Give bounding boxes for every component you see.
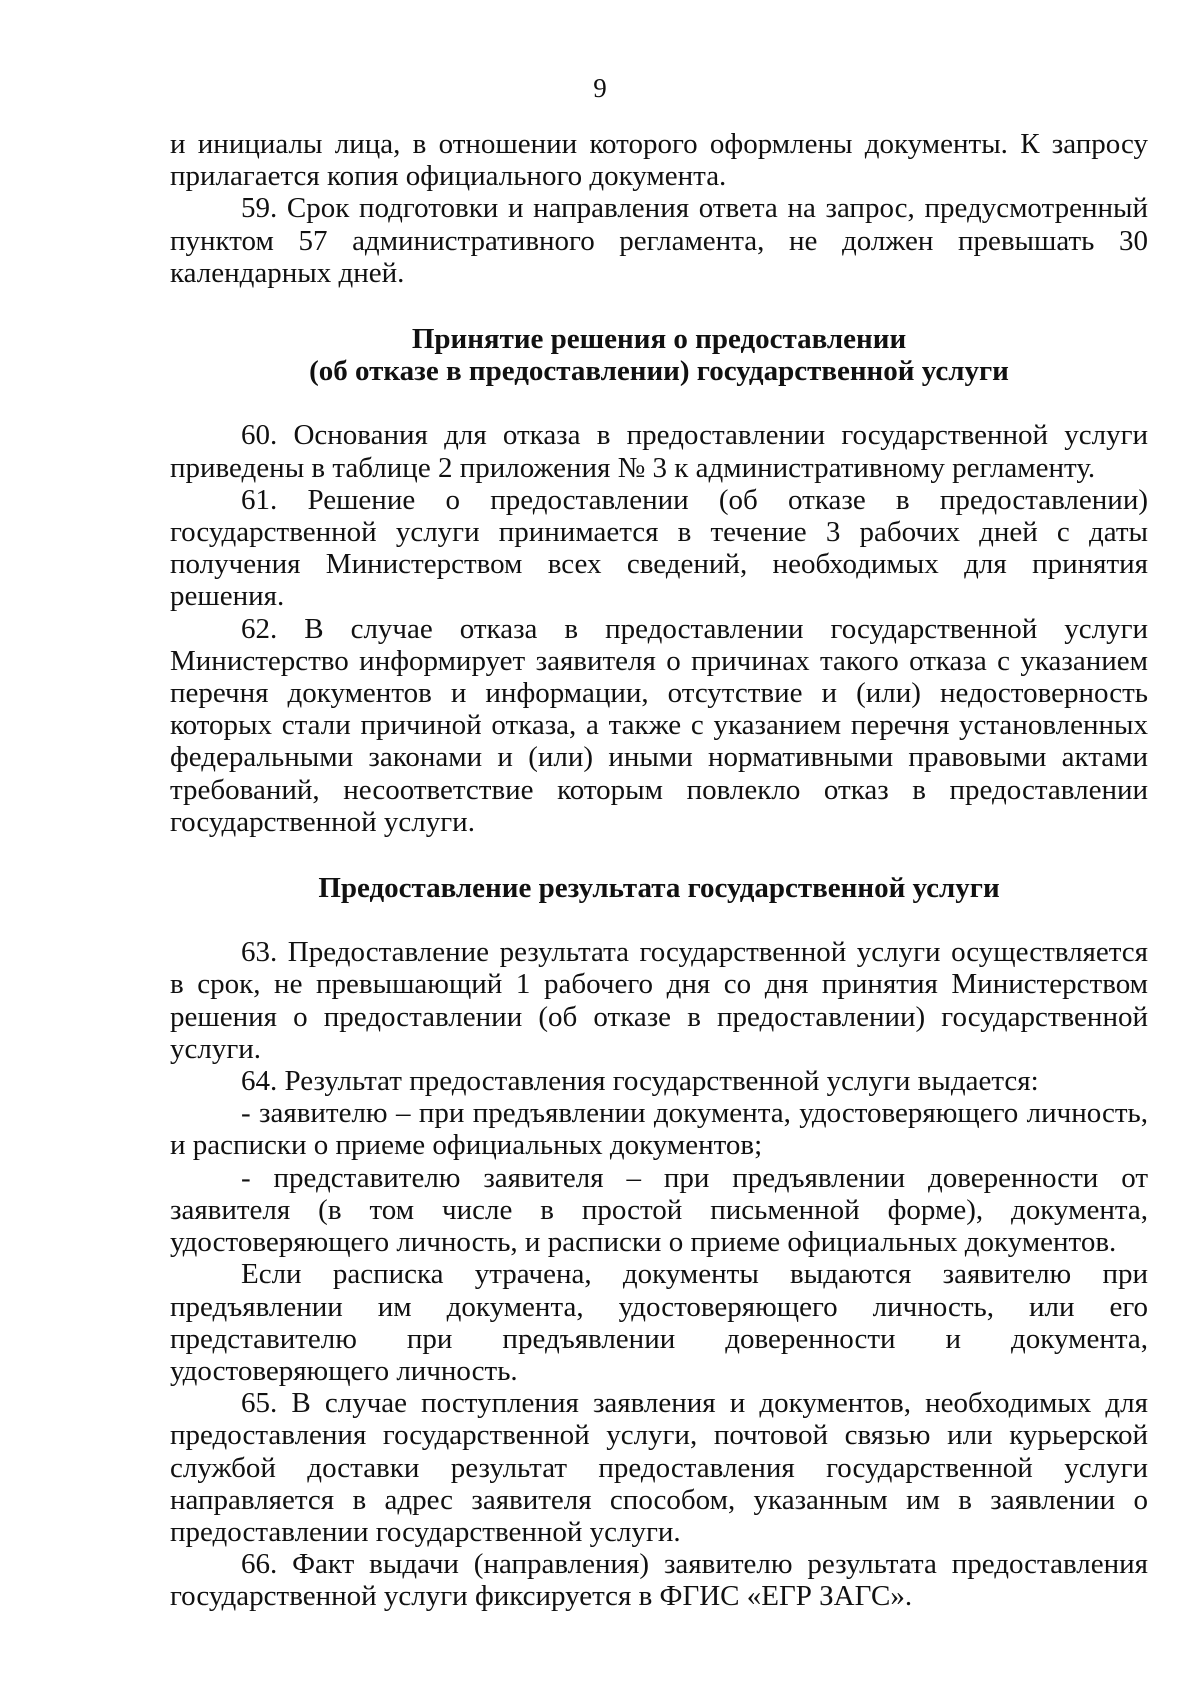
- paragraph-61: 61. Решение о предоставлении (об отказе в предоставлении) государственной услуги принимается в течение 3 рабочих дней с даты получения Министерством всех сведений, необходимых для принятия решения.: [170, 483, 1148, 613]
- section-heading-decision-line2: (об отказе в предоставлении) государственной услуги: [309, 355, 1009, 388]
- paragraph-66: 66. Факт выдачи (направления) заявителю результата предоставления государственной услуги фиксируется в ФГИС «ЕГР ЗАГС».: [170, 1548, 1148, 1613]
- paragraph-65: 65. В случае поступления заявления и документов, необходимых для предоставления государственной услуги, почтовой связью или курьерской службой доставки результат предоставления государственной услуги направляется в адрес заявителя способом, указанным им в заявлении о предоставлении государственной услуги.: [170, 1387, 1148, 1548]
- list-item-representative: - представителю заявителя – при предъявлении доверенности от заявителя (в том числе в простой письменной форме), документа, удостоверяющего личность, и расписки о приеме официальных документов.: [170, 1161, 1148, 1259]
- list-item-applicant: - заявителю – при предъявлении документа, удостоверяющего личность, и расписки о приеме официальных документов;: [170, 1097, 1148, 1162]
- paragraph-59: 59. Срок подготовки и направления ответа на запрос, предусмотренный пунктом 57 административного регламента, не должен превышать 30 календарных дней.: [170, 192, 1148, 289]
- paragraph-62: 62. В случае отказа в предоставлении государственной услуги Министерство информирует заявителя о причинах такого отказа с указанием перечня документов и информации, отсутствие и (или) недостоверность которых стали причиной отказа, а также с указанием перечня установленных федеральными законами и (или) иными нормативными правовыми актами требований, несоответствие которым повлекло отказ в предоставлении государственной услуги.: [170, 612, 1148, 838]
- paragraph-lost-receipt: Если расписка утрачена, документы выдаются заявителю при предъявлении им документа, удостоверяющего личность, или его представителю при предъявлении доверенности и документа, удостоверяющего личность.: [170, 1258, 1148, 1387]
- section-heading-result: Предоставление результата государственной услуги: [318, 872, 1000, 905]
- paragraph-64: 64. Результат предоставления государственной услуги выдается:: [241, 1065, 1039, 1098]
- page-number: 9: [593, 73, 607, 103]
- section-heading-decision-line1: Принятие решения о предоставлении: [411, 323, 907, 356]
- paragraph-63: 63. Предоставление результата государственной услуги осуществляется в срок, не превышающий 1 рабочего дня со дня принятия Министерством решения о предоставлении (об отказе в предоставлении) государственной услуги.: [170, 936, 1148, 1065]
- paragraph-continuation: и инициалы лица, в отношении которого оформлены документы. К запросу прилагается копия официального документа.: [170, 128, 1148, 193]
- document-body: [170, 128, 1148, 1613]
- paragraph-60: 60. Основания для отказа в предоставлении государственной услуги приведены в таблице 2 приложения № 3 к административному регламенту.: [170, 419, 1148, 484]
